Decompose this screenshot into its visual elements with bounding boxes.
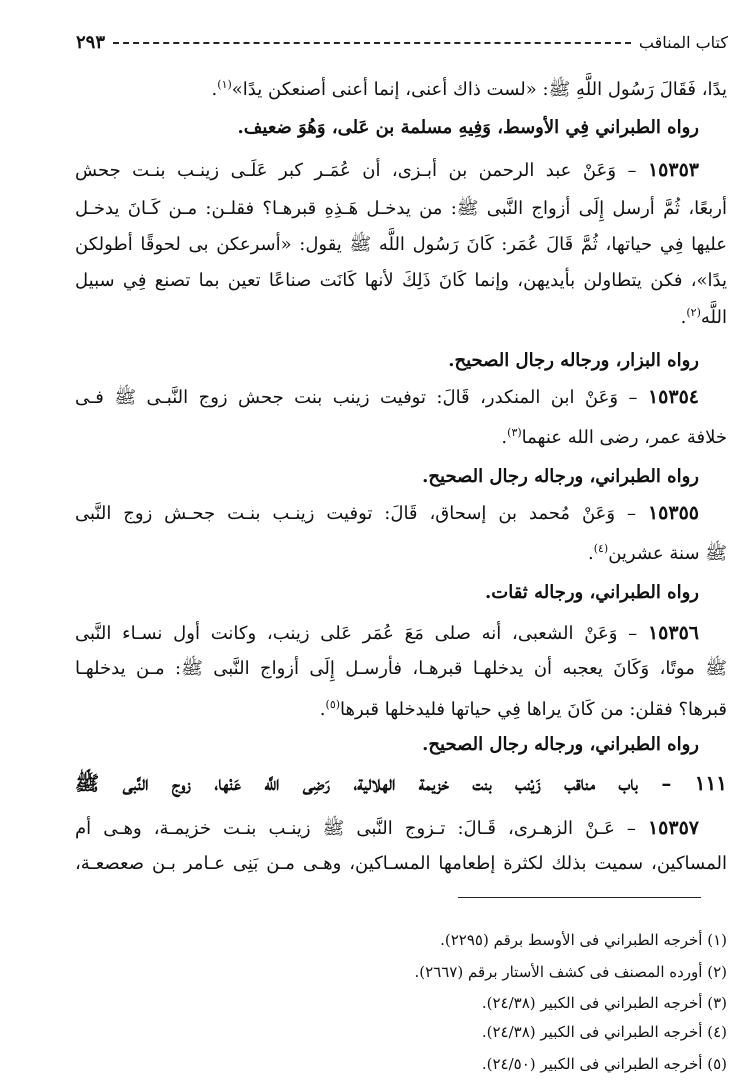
text-line: خلافة عمر، رضى الله عنهما$^{(٣)}$.	[501, 426, 727, 448]
text-line: أربعًا، ثُمَّ أرسل إِلَى أزواج النَّبى ﷺ: من يدخـل هَـذِهِ قبرهـا؟ فقلـن: مـن كَـانَ يدخـل	[75, 198, 727, 219]
narration-note: رواه الطبراني، ورجاله ثقات.	[485, 582, 699, 603]
hadith-15355: ١٥٣٥٥ – وَعَنْ مُحمد بن إسحاق، قَالَ: توفيت زينـب بنـت جحـش زوج النَّبى	[75, 502, 699, 524]
hadith-number: ١٥٣٥٣	[647, 159, 699, 181]
footnote-ref: (١)	[217, 78, 232, 91]
header-title: كتاب المناقب	[638, 33, 728, 52]
hadith-number: ١٥٣٥٧	[647, 817, 699, 839]
footnote: (٥) أخرجه الطبراني فى الكبير (٢٤/٥٠).	[481, 1055, 727, 1073]
footnote-ref: (٣)	[507, 426, 522, 439]
footnote-ref: (٥)	[325, 698, 341, 711]
narration-note: رواه الطبراني فِي الأوسط، وَفِيهِ مسلمة بن عَلى، وَهُوَ ضعيف.	[237, 117, 699, 138]
text-line: يدًا»، فكن يتطاولن بأيديهن، وإنما كَانَ ذَلِكَ لأنها كَانَت صناعًا تعين بما تصنع فِي سبيل	[75, 270, 727, 291]
hadith-15354: ١٥٣٥٤ – وَعَنْ ابن المنكدر، قَالَ: توفيت زينب بنت جحش زوج النَّبـى ﷺ فـى	[75, 386, 699, 408]
hadith-number: ١٥٣٥٥	[647, 502, 699, 524]
running-header	[76, 32, 728, 53]
hadith-number: ١٥٣٥٤	[647, 386, 699, 408]
footnote: (٣) أخرجه الطبراني فى الكبير (٢٤/٣٨).	[481, 994, 727, 1012]
footnote-ref: (٢)	[686, 306, 701, 319]
text-line: قبرها؟ فقلن: من كَانَ يراها فِي حياتها فليدخلها قبرها$^{(٥)}$.	[319, 698, 727, 720]
text-line: المساكين، سميت بذلك لكثرة إطعامها المسـاكين، وهـى مـن بَنِى عـامر بـن صعصعـة،	[75, 853, 727, 874]
narration-note: رواه البزار، ورجاله رجال الصحيح.	[448, 350, 699, 371]
text-line: عليها فِي حياتها، ثُمَّ قَالَ عُمَر: كَانَ رَسُول اللَّه ﷺ يقول: «أسرعكن بى لحوقًا أطولكن	[75, 234, 727, 255]
footnote-separator	[458, 897, 701, 898]
text-line: ﷺ موتًا، وَكَانَ يعجبه أن يدخلهـا قبرهـا، فأرسـل إِلَى أزواج النَّبى ﷺ: مـن يدخلهـا	[75, 658, 727, 679]
footnote: (٤) أخرجه الطبراني فى الكبير (٢٤/٣٨).	[481, 1023, 727, 1041]
page-number: ٢٩٣	[76, 32, 106, 53]
hadith-15357: ١٥٣٥٧ – عَـنْ الزهـرى، قَـالَ: تـزوج النَّبى ﷺ زينـب بنـت خزيمـة، وهـى أم	[75, 817, 699, 839]
footnote-ref: (٤)	[593, 542, 609, 555]
narration-note: رواه الطبراني، ورجاله رجال الصحيح.	[422, 734, 699, 755]
footnote: (٢) أورده المصنف فى كشف الأستار برقم (٢٦٦٧).	[414, 963, 727, 981]
header-dash-rule	[113, 42, 631, 44]
text-line: ﷺ سنة عشرين$^{(٤)}$.	[587, 542, 727, 564]
text-line: يدًا، فَقَالَ رَسُول اللَّهِ ﷺ: «لست ذاك أعنى، إنما أعنى أصنعكن يدًا»$^{(١)}$.	[211, 78, 727, 100]
hadith-15353: ١٥٣٥٣ – وَعَنْ عبد الرحمن بن أبـزى، أن عُمَـر كبر عَلَـى زينـب بنـت جحش	[75, 159, 699, 181]
chapter-heading: ١١١ – باب مناقب زَيْنب بنت خزيمة الهلالية، رَضِى اللَّه عَنْها، زوج النَّبى ﷺ	[75, 771, 727, 795]
hadith-number: ١٥٣٥٦	[647, 622, 699, 644]
footnote: (١) أخرجه الطبراني فى الأوسط برقم (٢٢٩٥).	[440, 931, 727, 949]
narration-note: رواه الطبراني، ورجاله رجال الصحيح.	[422, 466, 699, 487]
hadith-15356: ١٥٣٥٦ – وَعَنْ الشعبى، أنه صلى مَعَ عُمَر عَلى زينب، وكانت أول نسـاء النَّبى	[75, 622, 699, 644]
text-line: اللَّه$^{(٢)}$.	[680, 306, 727, 328]
